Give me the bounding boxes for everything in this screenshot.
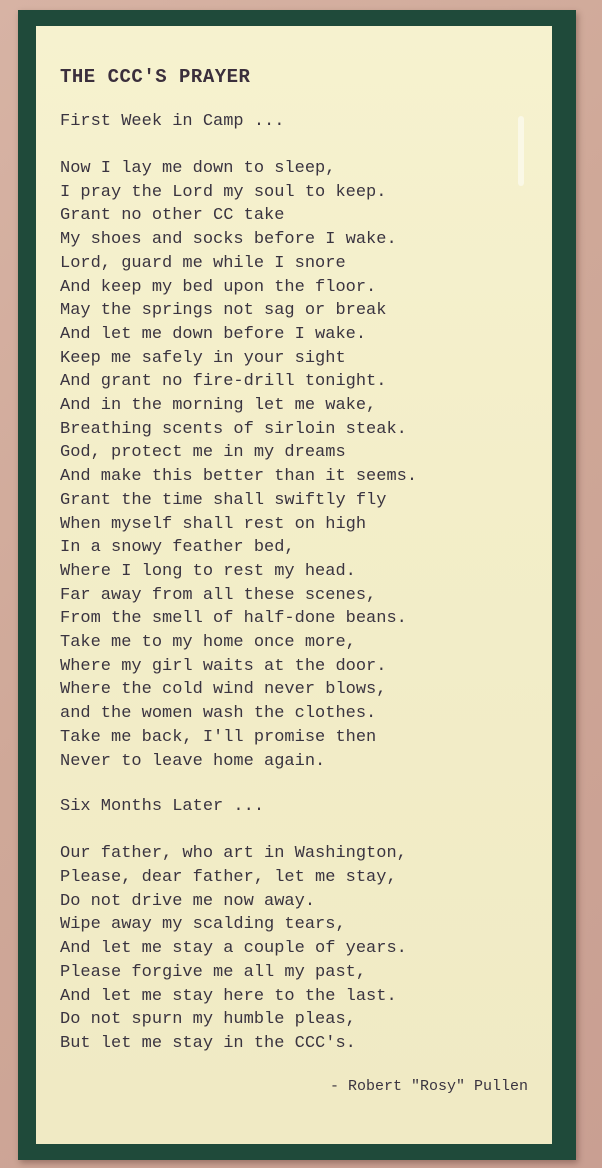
poem-line: Lord, guard me while I snore (60, 253, 346, 273)
poem-line: Never to leave home again. (60, 751, 326, 771)
poem-line: Keep me safely in your sight (60, 348, 346, 368)
poem-title: THE CCC'S PRAYER (60, 66, 251, 88)
poem-line: Where the cold wind never blows, (60, 680, 387, 700)
glass-glare (518, 116, 524, 186)
part1-verse (60, 157, 534, 773)
poem-line: Take me to my home once more, (60, 633, 356, 653)
poem-line: Please, dear father, let me stay, (60, 867, 397, 887)
poem-line: Do not spurn my humble pleas, (60, 1010, 356, 1030)
poem-card (36, 26, 552, 1144)
poem-line: May the springs not sag or break (60, 301, 387, 321)
poem-line: My shoes and socks before I wake. (60, 230, 397, 250)
poem-line: In a snowy feather bed, (60, 538, 295, 558)
poem-line: Grant the time shall swiftly fly (60, 490, 387, 510)
poem-line: I pray the Lord my soul to keep. (60, 182, 387, 202)
poem-line: And in the morning let me wake, (60, 396, 377, 416)
poem-line: And let me stay here to the last. (60, 986, 397, 1006)
poem-line: Far away from all these scenes, (60, 585, 377, 605)
part2-heading: Six Months Later ... (60, 797, 265, 817)
poem-author: - Robert "Rosy" Pullen (329, 1077, 528, 1095)
poem-line: From the smell of half-done beans. (60, 609, 407, 629)
poem-line: Breathing scents of sirloin steak. (60, 419, 407, 439)
poem-line: Our father, who art in Washington, (60, 844, 407, 864)
picture-frame (18, 10, 576, 1160)
poem-line: When myself shall rest on high (60, 514, 367, 534)
poem-line: But let me stay in the CCC's. (60, 1033, 356, 1053)
poem-line: Take me back, I'll promise then (60, 727, 377, 747)
poem-line: And keep my bed upon the floor. (60, 277, 377, 297)
poem-line: And let me stay a couple of years. (60, 939, 407, 959)
poem-line: Grant no other CC take (60, 206, 285, 226)
poem-line: God, protect me in my dreams (60, 443, 346, 463)
poem-line: Now I lay me down to sleep, (60, 159, 336, 178)
poem-line: And grant no fire-drill tonight. (60, 372, 387, 392)
poem-line: Where I long to rest my head. (60, 561, 356, 581)
poem-line: And make this better than it seems. (60, 467, 418, 487)
part1-heading: First Week in Camp ... (60, 112, 285, 131)
poem-line: Wipe away my scalding tears, (60, 915, 346, 935)
part2-verse (60, 842, 534, 1055)
poem-line: Please forgive me all my past, (60, 962, 367, 982)
poem-line: Where my girl waits at the door. (60, 656, 387, 676)
poem-line: Do not drive me now away. (60, 891, 316, 911)
poem-line: And let me down before I wake. (60, 324, 367, 344)
poem-line: and the women wash the clothes. (60, 704, 377, 724)
